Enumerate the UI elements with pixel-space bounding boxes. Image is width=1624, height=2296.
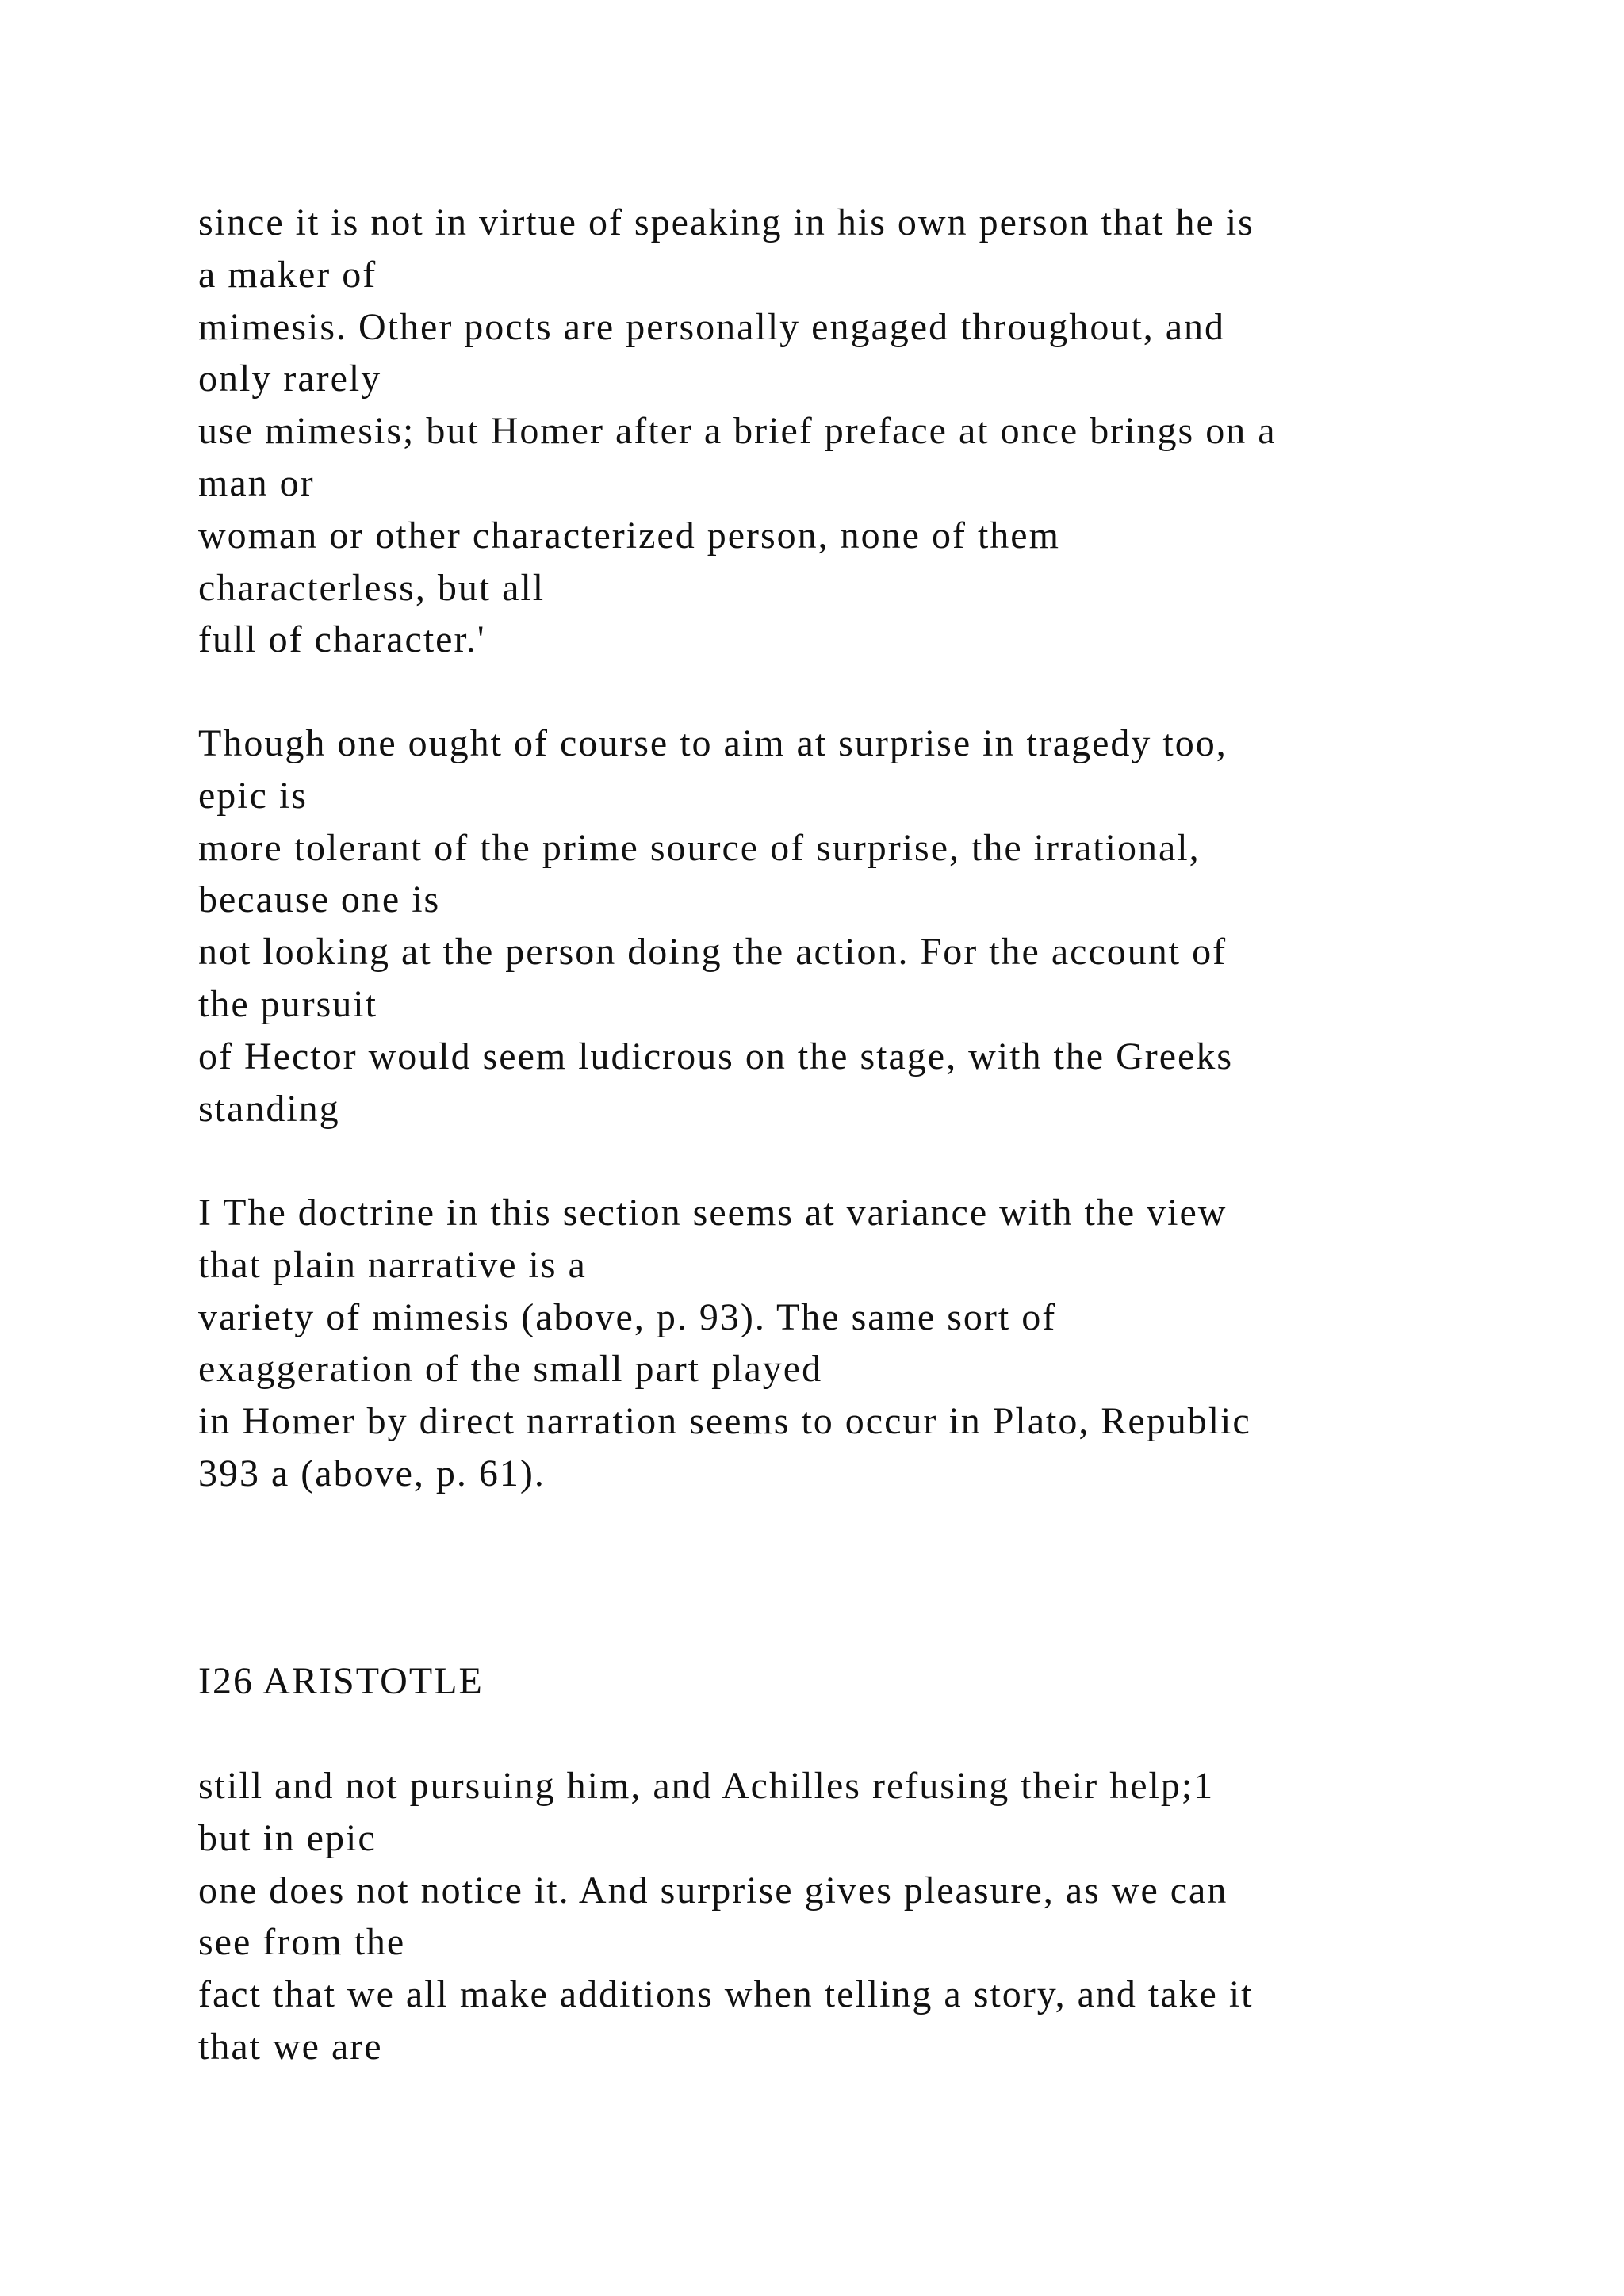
text-line: fact that we all make additions when telling a story, and take it: [198, 1973, 1254, 2016]
text-line: woman or other characterized person, none of them: [198, 514, 1060, 557]
text-line: only rarely: [198, 358, 382, 400]
text-line: of Hector would seem ludicrous on the stage, with the Greeks: [198, 1035, 1234, 1077]
running-header: [198, 1655, 1515, 1708]
text-line: mimesis. Other pocts are personally engaged throughout, and: [198, 305, 1226, 348]
text-line: man or: [198, 461, 315, 504]
running-header-text: I26 ARISTOTLE: [198, 1660, 484, 1702]
text-line: use mimesis; but Homer after a brief preface at once brings on a: [198, 410, 1277, 453]
paragraph-surprise-tragedy: [198, 718, 1515, 1135]
text-line: more tolerant of the prime source of surprise, the irrational,: [198, 826, 1201, 869]
paragraph-homer-mimesis: [198, 197, 1515, 666]
text-line: Though one ought of course to aim at surprise in tragedy too,: [198, 722, 1228, 764]
text-line: in Homer by direct narration seems to occur in Plato, Republic: [198, 1400, 1251, 1443]
text-line: that we are: [198, 2025, 383, 2068]
text-line: I The doctrine in this section seems at variance with the view: [198, 1192, 1228, 1234]
text-line: that plain narrative is a: [198, 1243, 587, 1286]
text-line: full of character.': [198, 618, 486, 661]
text-line: but in epic: [198, 1816, 377, 1859]
text-line: one does not notice it. And surprise gives pleasure, as we can: [198, 1869, 1228, 1911]
text-line: not looking at the person doing the action. For the account of: [198, 931, 1228, 974]
text-line: characterless, but all: [198, 566, 546, 609]
text-line: exaggeration of the small part played: [198, 1348, 823, 1391]
text-line: the pursuit: [198, 982, 377, 1025]
text-line: standing: [198, 1087, 340, 1130]
text-line: variety of mimesis (above, p. 93). The same sort of: [198, 1295, 1057, 1338]
text-line: a maker of: [198, 253, 377, 296]
footnote-paragraph: [198, 1187, 1515, 1500]
text-line: because one is: [198, 878, 441, 921]
text-line: 393 a (above, p. 61).: [198, 1452, 546, 1494]
text-line: epic is: [198, 774, 308, 817]
text-line: still and not pursuing him, and Achilles refusing their help;1: [198, 1765, 1215, 1807]
paragraph-achilles: [198, 1760, 1515, 2073]
text-line: see from the: [198, 1921, 406, 1964]
text-line: since it is not in virtue of speaking in his own person that he is: [198, 201, 1254, 243]
